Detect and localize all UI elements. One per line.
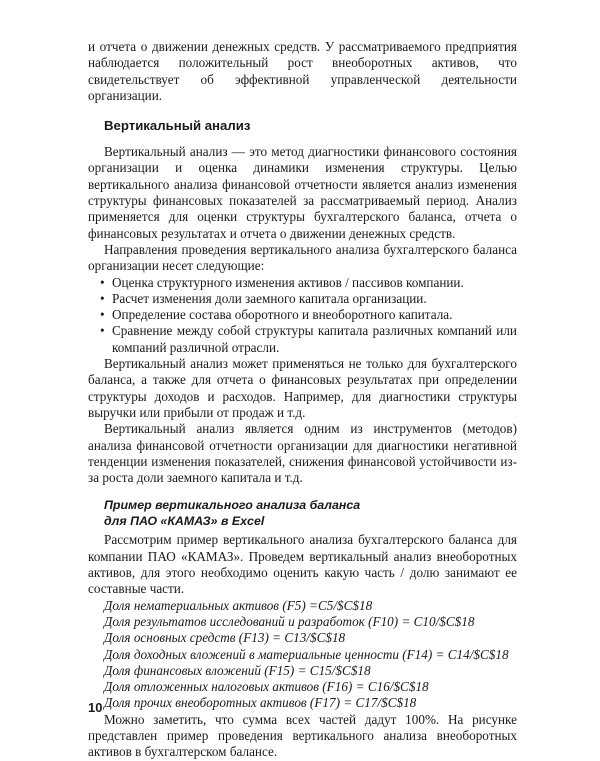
paragraph-example: Рассмотрим пример вертикального анализа бухгалтерского баланса для компании ПАО «КАМАЗ». Проведем вертикальный анализ внеоборотных активов, для этого необходимо оценить какую часть / долю занимают ее составные части.	[88, 532, 517, 597]
formula-line: Доля прочих внеоборотных активов (F17) = C17/$C$18	[104, 695, 417, 711]
page-content	[88, 39, 517, 761]
formula-line: Доля отложенных налоговых активов (F16) = C16/$C$18	[104, 679, 429, 695]
page-number: 10	[88, 700, 103, 715]
paragraph-conclusion: Можно заметить, что сумма всех частей дадут 100%. На рисунке представлен пример проведения вертикального анализа внеоборотных активов в бухгалтерском балансе.	[88, 711, 517, 760]
formula-line: Доля доходных вложений в материальные ценности (F14) = C14/$C$18	[104, 646, 509, 662]
bullet-icon: •	[100, 307, 105, 323]
formula-line: Доля результатов исследований и разработок (F10) = C10/$C$18	[104, 613, 475, 629]
list-item: • Сравнение между собой структуры капитала различных компаний или компаний различной отрасли.	[100, 323, 517, 355]
formula-list	[88, 598, 517, 712]
bullet-list	[88, 275, 517, 356]
list-item: • Определение состава оборотного и внеоборотного капитала.	[100, 307, 453, 323]
subsection-title: Пример вертикального анализа баланса для ПАО «КАМАЗ» в Excel	[104, 498, 361, 528]
paragraph-usage: Вертикальный анализ может применяться не только для бухгалтерского баланса, а также для отчета о финансовых результатах при определении структуры доходов и расходов. Например, для диагностики структуры выручки или прибыли от продаж и т.д.	[88, 356, 517, 420]
paragraph-directions: Направления проведения вертикального анализа бухгалтерского баланса организации несет следующие:	[88, 241, 517, 274]
list-item: • Оценка структурного изменения активов / пассивов компании.	[100, 274, 464, 290]
bullet-icon: •	[100, 274, 105, 290]
intro-paragraph: и отчета о движении денежных средств. У рассматриваемого предприятия наблюдается положительный рост внеоборотных активов, что свидетельствует об эффективной управленческой деятельности организации.	[88, 39, 517, 103]
paragraph-tool: Вертикальный анализ является одним из инструментов (методов) анализа финансовой отчетности организации для диагностики негативной тенденции изменения показателей, снижения финансовой устойчивости из-за роста доли заемного капитала и т.д.	[88, 421, 517, 486]
section-title: Вертикальный анализ	[104, 118, 251, 134]
formula-line: Доля финансовых вложений (F15) = C15/$C$18	[104, 662, 371, 678]
list-item: • Расчет изменения доли заемного капитала организации.	[100, 290, 427, 306]
formula-line: Доля основных средств (F13) = C13/$C$18	[104, 630, 346, 646]
bullet-icon: •	[100, 290, 105, 306]
bullet-icon: •	[100, 323, 105, 339]
paragraph-definition: Вертикальный анализ — это метод диагностики финансового состояния организации и оценка динамики изменения структуры. Целью вертикального анализа финансовой отчетности является анализ изменения структуры финансовых показателей за рассматриваемый период. Анализ применяется для оценки структуры бухгалтерского баланса, отчета о финансовых результатах и отчета о движении денежных средств.	[88, 144, 517, 241]
formula-line: Доля нематериальных активов (F5) =C5/$C$18	[104, 597, 373, 613]
